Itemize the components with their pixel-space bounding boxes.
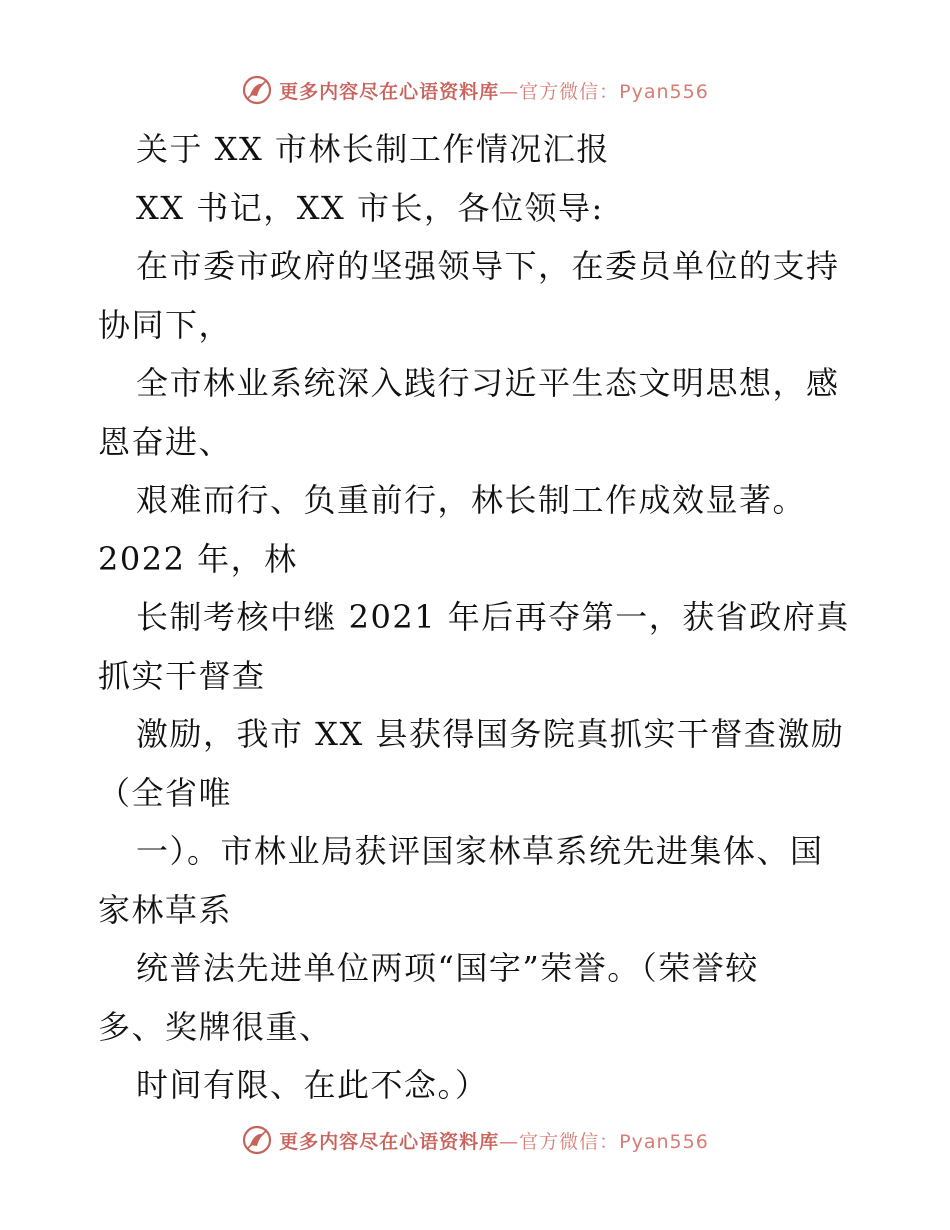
body-line: 家林草系	[98, 890, 233, 929]
banner-dash: —	[499, 1130, 520, 1153]
body-line: 激励，我市 XX 县获得国务院真抓实干督查激励	[136, 715, 845, 753]
banner-main-text: 更多内容尽在心语资料库	[279, 80, 500, 103]
banner-main-text: 更多内容尽在心语资料库	[279, 1130, 500, 1153]
body-line: 统普法先进单位两项“国字”荣誉。（荣誉较	[136, 949, 759, 987]
body-line: 2022 年，林	[98, 539, 298, 578]
body-line: 恩奋进、	[98, 422, 233, 461]
body-line: 协同下，	[98, 305, 233, 344]
body-line: 长制考核中继 2021 年后再夺第一，获省政府真	[136, 598, 850, 636]
banner-contact-text: 官方微信：Pyan556	[519, 1130, 709, 1153]
body-line: （全省唯	[98, 773, 233, 812]
document-body	[98, 120, 858, 1115]
body-line: 一）。市林业局获评国家林草系统先进集体、国	[136, 832, 824, 870]
seal-logo-icon	[241, 1124, 273, 1156]
body-line: 在市委市政府的坚强领导下，在委员单位的支持	[136, 247, 840, 285]
body-line: 时间有限、在此不念。）	[136, 1066, 489, 1104]
banner-text	[279, 1127, 709, 1154]
salutation: XX 书记，XX 市长，各位领导:	[136, 188, 604, 227]
body-line: 抓实干督查	[98, 656, 266, 695]
banner-contact-text: 官方微信：Pyan556	[519, 80, 709, 103]
body-line: 艰难而行、负重前行，林长制工作成效显著。	[136, 481, 807, 519]
banner-dash: —	[499, 80, 520, 103]
seal-logo-icon	[241, 74, 273, 106]
footer-watermark-banner	[0, 1118, 950, 1162]
body-line: 全市林业系统深入践行习近平生态文明思想，感	[136, 364, 840, 402]
body-line: 多、奖牌很重、	[98, 1007, 333, 1046]
document-title: 关于 XX 市林长制工作情况汇报	[136, 130, 610, 168]
banner-text	[279, 77, 709, 104]
header-watermark-banner	[0, 68, 950, 112]
